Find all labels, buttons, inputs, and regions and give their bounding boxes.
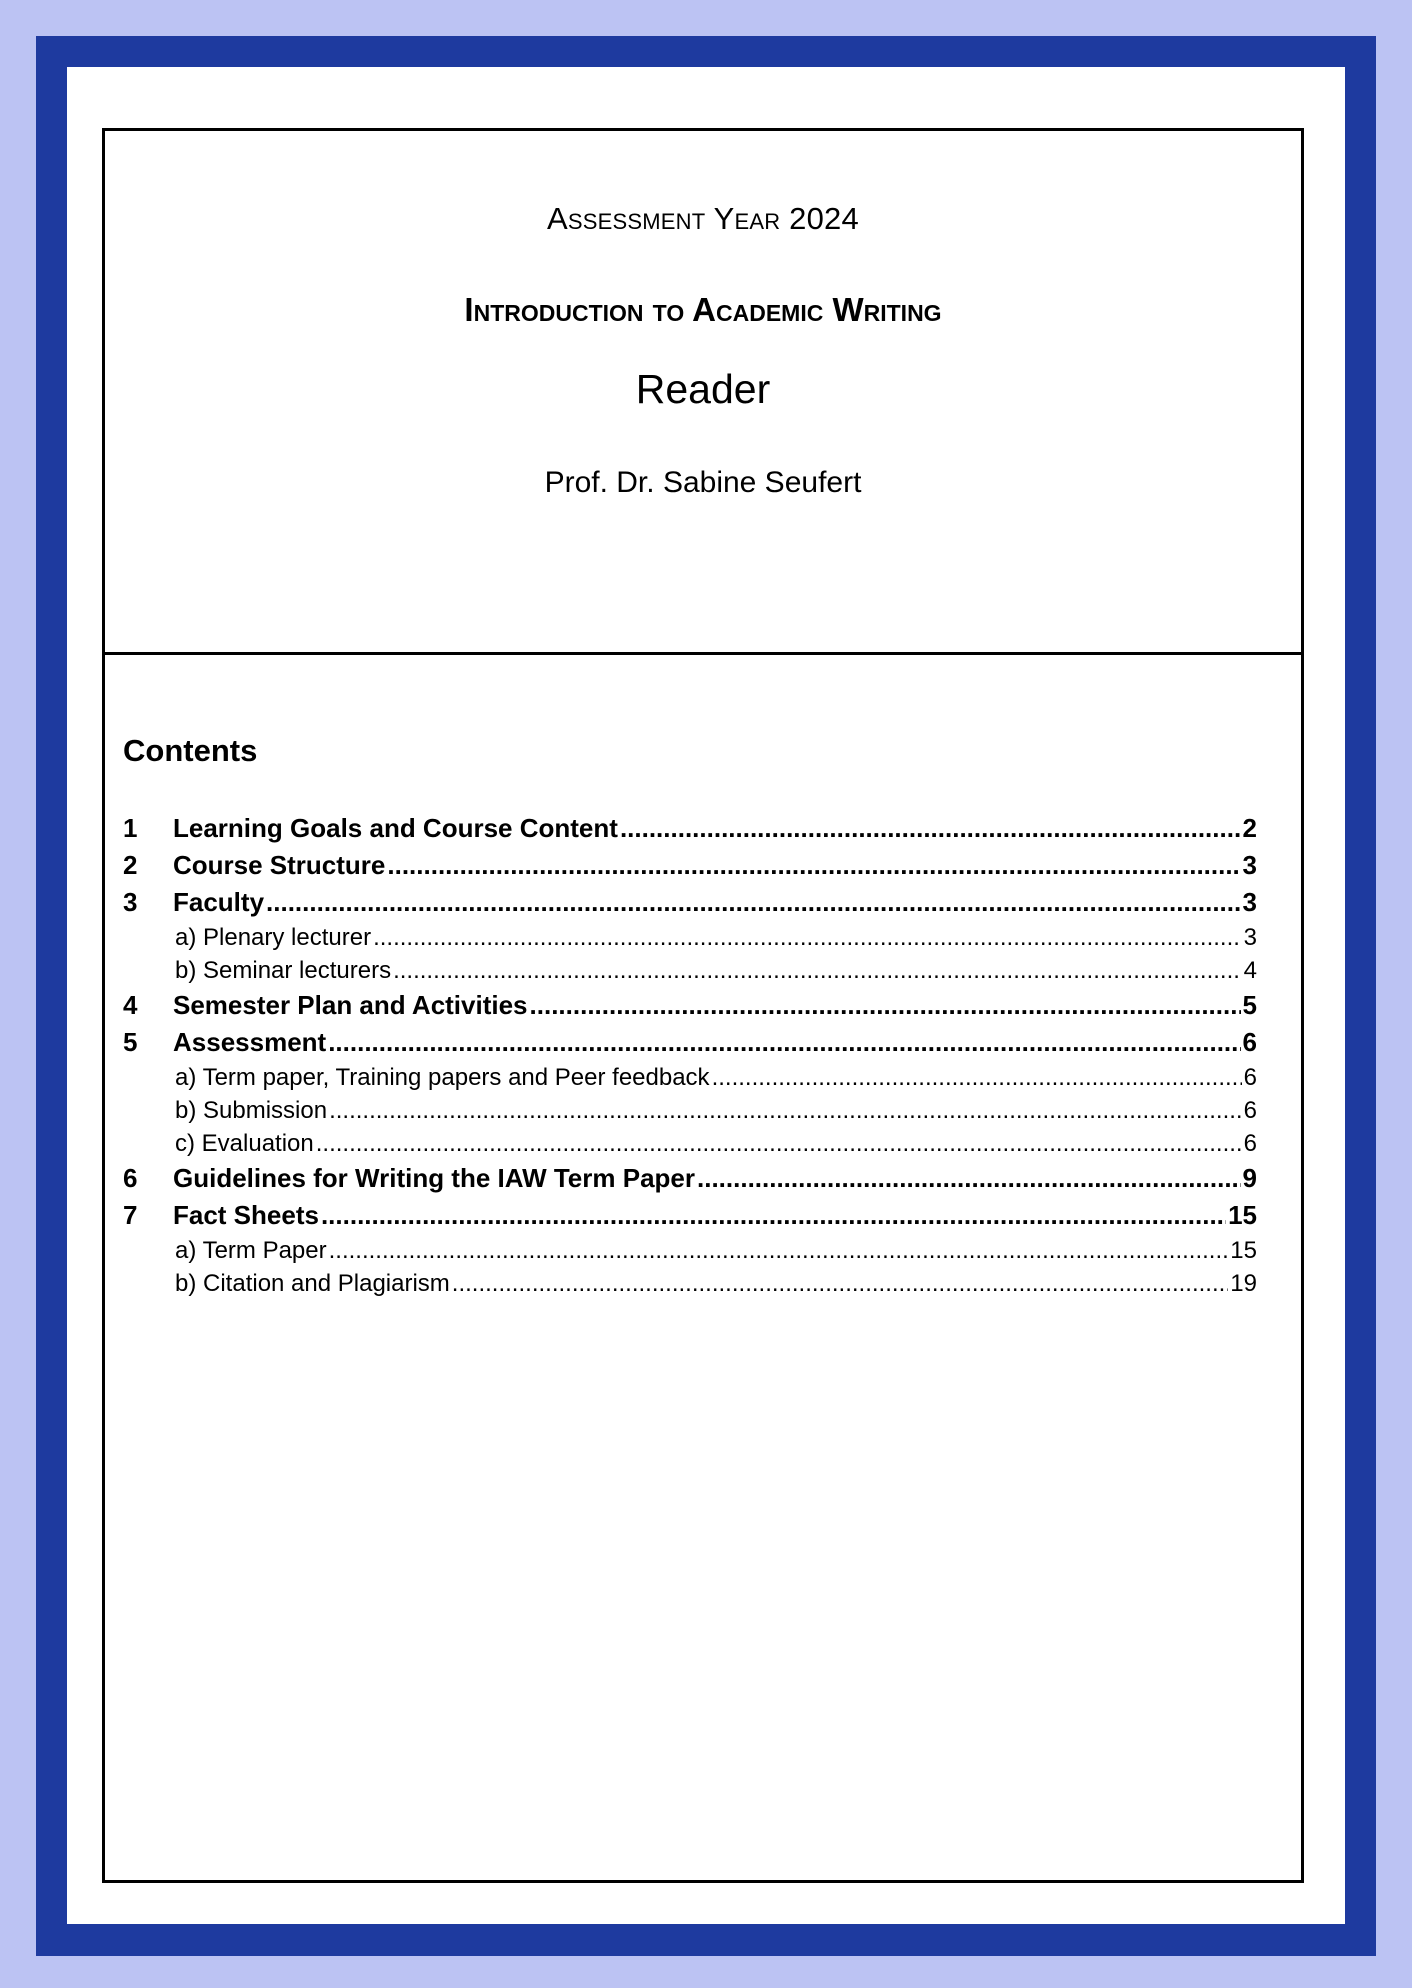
toc-entry-label: Faculty	[173, 887, 265, 917]
toc-dot-leader	[328, 1027, 1240, 1058]
toc-subentry[interactable]	[123, 957, 1257, 990]
table-of-contents	[123, 813, 1257, 1303]
toc-entry-label: b) Citation and Plagiarism	[175, 1270, 450, 1297]
toc-subentry[interactable]	[123, 1270, 1257, 1303]
toc-entry-page: 3	[1242, 850, 1257, 880]
toc-entry[interactable]	[123, 990, 1257, 1027]
toc-subentry[interactable]	[123, 1064, 1257, 1097]
toc-subentry[interactable]	[123, 1130, 1257, 1163]
toc-entry-page: 4	[1243, 957, 1257, 984]
toc-entry-label: a) Term paper, Training papers and Peer feedback	[175, 1064, 710, 1091]
toc-entry-number: 1	[123, 813, 138, 843]
toc-entry[interactable]	[123, 850, 1257, 887]
toc-subentry[interactable]	[123, 924, 1257, 957]
toc-entry-number: 2	[123, 850, 138, 880]
toc-entry-page: 3	[1243, 924, 1257, 951]
toc-dot-leader	[321, 1200, 1226, 1231]
toc-entry-label: Fact Sheets	[173, 1200, 319, 1230]
toc-entry-label: Assessment	[173, 1027, 327, 1057]
toc-entry-number: 4	[123, 990, 138, 1020]
toc-dot-leader	[530, 990, 1241, 1021]
toc-entry-label: a) Term Paper	[175, 1237, 327, 1264]
toc-entry[interactable]	[123, 1027, 1257, 1064]
toc-entry-label: b) Submission	[175, 1097, 328, 1124]
toc-entry-number: 6	[123, 1163, 138, 1193]
toc-entry-label: Course Structure	[173, 850, 386, 880]
toc-dot-leader	[266, 887, 1241, 918]
toc-entry[interactable]	[123, 1200, 1257, 1237]
toc-entry-page: 15	[1230, 1237, 1257, 1264]
toc-entry-page: 19	[1230, 1270, 1257, 1297]
contents-heading: Contents	[123, 733, 258, 768]
toc-entry-number: 7	[123, 1200, 138, 1230]
toc-entry-page: 5	[1242, 990, 1257, 1020]
toc-entry-number: 3	[123, 887, 138, 917]
toc-entry-label: b) Seminar lecturers	[175, 957, 392, 984]
toc-entry[interactable]	[123, 1163, 1257, 1200]
toc-dot-leader	[329, 1097, 1242, 1125]
toc-entry-page: 9	[1242, 1163, 1257, 1193]
toc-entry-page: 3	[1242, 887, 1257, 917]
toc-dot-leader	[452, 1270, 1229, 1298]
toc-entry-page: 2	[1242, 813, 1257, 843]
course-title: Introduction to Academic Writing	[464, 291, 942, 328]
toc-entry-label: c) Evaluation	[175, 1130, 314, 1157]
document-type: Reader	[635, 366, 771, 412]
contents-box	[102, 652, 1304, 1883]
toc-subentry[interactable]	[123, 1097, 1257, 1130]
toc-dot-leader	[316, 1130, 1242, 1158]
toc-entry-label: Semester Plan and Activities	[173, 990, 528, 1020]
toc-dot-leader	[697, 1163, 1241, 1194]
toc-entry-page: 6	[1243, 1097, 1257, 1124]
toc-entry-label: a) Plenary lecturer	[175, 924, 372, 951]
toc-entry-page: 6	[1242, 1027, 1257, 1057]
toc-dot-leader	[373, 924, 1242, 952]
toc-dot-leader	[712, 1064, 1242, 1092]
toc-entry-page: 6	[1243, 1130, 1257, 1157]
toc-entry[interactable]	[123, 887, 1257, 924]
title-box	[102, 128, 1304, 655]
toc-dot-leader	[387, 850, 1240, 881]
author-name: Prof. Dr. Sabine Seufert	[544, 466, 862, 499]
toc-entry-label: Guidelines for Writing the IAW Term Paper	[173, 1163, 695, 1193]
toc-dot-leader	[620, 813, 1241, 844]
toc-dot-leader	[393, 957, 1242, 985]
toc-entry-label: Learning Goals and Course Content	[173, 813, 618, 843]
toc-entry-page: 15	[1228, 1200, 1257, 1230]
toc-entry-page: 6	[1243, 1064, 1257, 1091]
toc-subentry[interactable]	[123, 1237, 1257, 1270]
toc-entry[interactable]	[123, 813, 1257, 850]
toc-entry-number: 5	[123, 1027, 138, 1057]
toc-dot-leader	[329, 1237, 1229, 1265]
assessment-year: Assessment Year 2024	[547, 201, 859, 236]
